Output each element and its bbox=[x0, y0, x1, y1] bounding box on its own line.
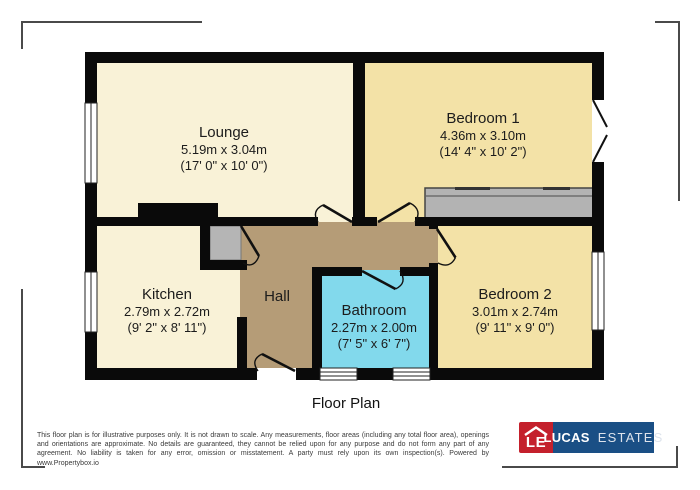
bedroom1-metric: 4.36m x 3.10m bbox=[440, 128, 526, 143]
corner-mark-top-left bbox=[22, 22, 202, 49]
bedroom2-doorway-floor bbox=[429, 229, 438, 263]
kitchen-label bbox=[124, 286, 210, 336]
wall-bathroom-bedroom2 bbox=[429, 263, 438, 372]
lounge-imperial: (17' 0" x 10' 0") bbox=[180, 158, 268, 173]
bedroom1-bay-opening bbox=[592, 97, 604, 165]
bedroom1-name: Bedroom 1 bbox=[446, 110, 520, 127]
wall-lounge-bedroom1-divider bbox=[353, 55, 365, 226]
bedroom1-bay-stub-bottom bbox=[592, 162, 604, 165]
kitchen-metric: 2.79m x 2.72m bbox=[124, 304, 210, 319]
wall-chimney-breast bbox=[138, 203, 218, 218]
bedroom1-bay-stub-top bbox=[592, 97, 604, 100]
wall-cupboard-bottom bbox=[200, 260, 247, 270]
logo-suffix-text: ESTATES bbox=[597, 430, 664, 445]
wardrobe-track-mark-2 bbox=[543, 187, 570, 190]
plan-title: Floor Plan bbox=[311, 395, 381, 412]
bathroom-window-2 bbox=[393, 368, 430, 380]
kitchen-name: Kitchen bbox=[141, 286, 193, 303]
corner-mark-top-right bbox=[655, 22, 679, 201]
hall-cupboard bbox=[210, 226, 241, 260]
logo-brand-box bbox=[543, 422, 664, 453]
logo-brand-text: LUCAS bbox=[543, 430, 590, 445]
wall-mid-seg-3 bbox=[415, 217, 604, 226]
agency-logo bbox=[519, 422, 664, 453]
bedroom2-imperial: (9' 11" x 9' 0") bbox=[475, 320, 555, 335]
wall-bathroom-left bbox=[312, 267, 322, 372]
wall-top bbox=[85, 52, 604, 63]
lounge-metric: 5.19m x 3.04m bbox=[181, 142, 267, 157]
lounge-label bbox=[180, 124, 267, 174]
disclaimer-text: This floor plan is for illustrative purposes only. It is not drawn to scale. Any measurements, floor areas (including any total floor area), openings and orientations are approximate. No details are guaranteed, they cannot be relied upon for any purpose and do not form any part of any agreement. No liability is taken for any error, omission or misstatement. A party must rely upon its own inspection(s). Powered by www.Propertybox.io bbox=[37, 432, 489, 467]
hall-name: Hall bbox=[264, 288, 290, 305]
bedroom1-wardrobe bbox=[425, 188, 593, 218]
bedroom2-label bbox=[472, 286, 558, 336]
bathroom-metric: 2.27m x 2.00m bbox=[331, 320, 417, 335]
bedroom2-metric: 3.01m x 2.74m bbox=[472, 304, 558, 319]
bathroom-window-1 bbox=[320, 368, 357, 380]
hall-label bbox=[264, 288, 290, 306]
logo-monogram-text: LE bbox=[525, 434, 547, 451]
bathroom-name: Bathroom bbox=[341, 302, 407, 319]
wall-kitchen-hall-lower bbox=[237, 317, 247, 372]
wall-bedroom2-door-stub bbox=[429, 226, 438, 229]
bedroom1-label bbox=[439, 110, 526, 160]
wardrobe-track-mark-1 bbox=[455, 187, 490, 190]
wall-bathroom-top-seg-1 bbox=[312, 267, 362, 276]
bathroom-label bbox=[331, 302, 417, 352]
bedroom1-imperial: (14' 4" x 10' 2") bbox=[439, 144, 527, 159]
bathroom-imperial: (7' 5" x 6' 7") bbox=[337, 336, 411, 351]
bedroom2-name: Bedroom 2 bbox=[478, 286, 552, 303]
kitchen-imperial: (9' 2" x 8' 11") bbox=[127, 320, 207, 335]
lounge-name: Lounge bbox=[198, 124, 250, 141]
